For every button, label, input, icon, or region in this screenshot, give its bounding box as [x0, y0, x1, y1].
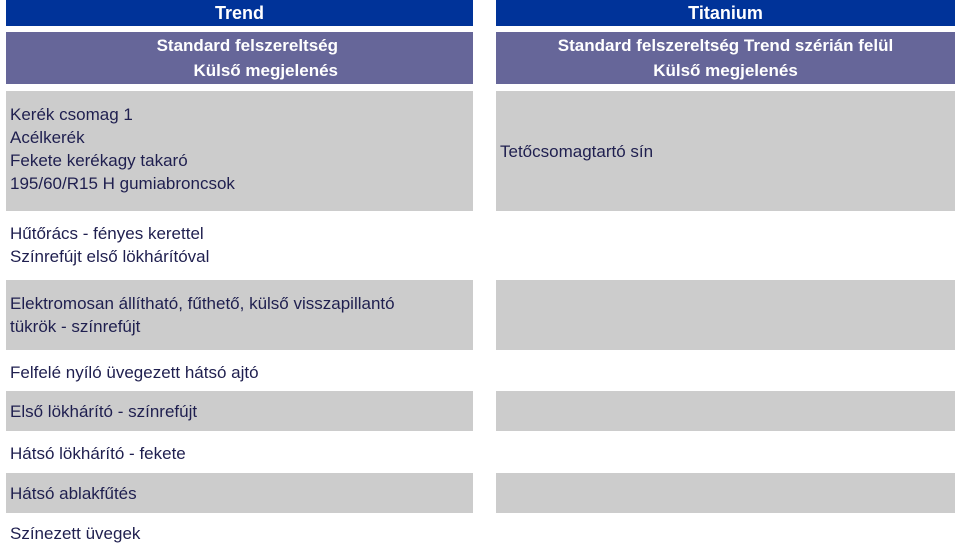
trend-subtitle-standard: Standard felszereltség [156, 36, 338, 55]
titanium-subtitle-standard: Standard felszereltség Trend szérián felül [557, 36, 894, 55]
trend-row-line: 195/60/R15 H gumiabroncsok [10, 174, 235, 193]
trend-row-line: Elektromosan állítható, fűthető, külső visszapillantó [10, 294, 395, 313]
trend-row-rear-bumper [6, 437, 473, 469]
trend-row-line: Hűtőrács - fényes kerettel [10, 224, 204, 243]
trend-row-grille [6, 222, 473, 272]
trend-row-mirrors [6, 280, 473, 350]
titanium-row-line: Tetőcsomagtartó sín [500, 141, 654, 161]
trend-row-rear-defroster [6, 473, 473, 513]
trend-row-front-bumper [6, 391, 473, 431]
trend-row-tinted-glass [6, 519, 473, 547]
trend-row-line: Színezett üvegek [10, 523, 141, 543]
trend-row-line: tükrök - színrefújt [10, 317, 141, 336]
trend-row-tailgate [6, 356, 473, 388]
trend-subtitle-exterior: Külső megjelenés [193, 61, 338, 80]
titanium-subtitle [496, 32, 955, 84]
titanium-row-empty [496, 280, 955, 350]
trend-row-line: Felfelé nyíló üvegezett hátsó ajtó [10, 362, 259, 382]
trend-row-line: Hátsó ablakfűtés [10, 483, 137, 503]
trend-title: Trend [6, 0, 473, 26]
trend-row-line: Fekete kerékagy takaró [10, 151, 188, 170]
titanium-row-roof-rails [496, 91, 955, 211]
titanium-title: Titanium [496, 0, 955, 26]
trend-row-line: Színrefújt első lökhárítóval [10, 247, 210, 266]
trend-row-wheels [6, 91, 473, 211]
titanium-row-empty [496, 473, 955, 513]
trend-row-line: Első lökhárító - színrefújt [10, 401, 198, 421]
trend-subtitle [6, 32, 473, 84]
trend-column [6, 0, 473, 543]
titanium-column [496, 0, 955, 161]
trend-row-line: Kerék csomag 1 [10, 105, 133, 124]
trend-row-line: Hátsó lökhárító - fekete [10, 443, 186, 463]
trend-row-line: Acélkerék [10, 128, 85, 147]
titanium-subtitle-exterior: Külső megjelenés [653, 61, 798, 80]
titanium-row-empty [496, 391, 955, 431]
